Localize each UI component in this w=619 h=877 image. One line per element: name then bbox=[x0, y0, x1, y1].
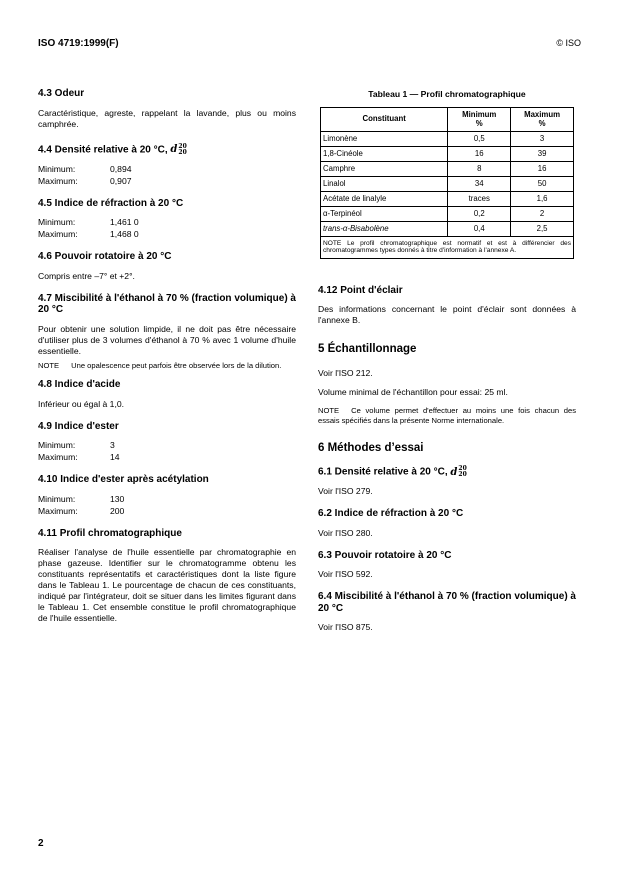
max-row: Maximum: 200 bbox=[38, 505, 125, 516]
min-row: Minimum: 0,894 bbox=[38, 163, 132, 174]
section-4-3-text: Caractéristique, agreste, rappelant la lavande, plus ou moins camphrée. bbox=[38, 107, 296, 129]
section-4-6-title: 4.6 Pouvoir rotatoire à 20 °C bbox=[38, 251, 172, 262]
table-row: Limonène 0,5 3 bbox=[321, 132, 574, 147]
section-6-title: 6 Méthodes d’essai bbox=[318, 441, 424, 454]
section-6-3-text: Voir l'ISO 592. bbox=[318, 569, 373, 580]
section-5-text-2: Volume minimal de l'échantillon pour essai: 25 ml. bbox=[318, 387, 508, 398]
table-note-row: NOTE Le profil chromatographique est normatif et est à différencier des chromatogrammes types donnés à titre d'information à l'annexe A. bbox=[321, 236, 574, 258]
section-4-7-text: Pour obtenir une solution limpide, il ne doit pas être nécessaire d'utiliser plus de 3 volumes d'éthanol à 70 % avec 1 volume d'huile essentielle. bbox=[38, 323, 296, 356]
col-header-minimum: Minimum % bbox=[448, 108, 511, 132]
section-6-4-text: Voir l'ISO 875. bbox=[318, 622, 373, 633]
table-row: trans-α-Bisabolène 0,4 2,5 bbox=[321, 221, 574, 236]
section-4-7-title: 4.7 Miscibilité à l'éthanol à 70 % (fraction volumique) à 20 °C bbox=[38, 292, 296, 315]
section-6-1-text: Voir l'ISO 279. bbox=[318, 486, 373, 497]
left-column bbox=[38, 88, 296, 632]
section-4-7-note: NOTE Une opalescence peut parfois être observée lors de la dilution. bbox=[38, 360, 282, 370]
section-4-12-title: 4.12 Point d'éclair bbox=[318, 284, 403, 296]
density-symbol: d 20 20 bbox=[450, 465, 467, 479]
max-row: Maximum: 0,907 bbox=[38, 175, 132, 186]
right-column bbox=[318, 88, 576, 641]
section-6-4-title: 6.4 Miscibilité à l'éthanol à 70 % (fraction volumique) à 20 °C bbox=[318, 591, 576, 614]
table-caption: Tableau 1 — Profil chromatographique bbox=[368, 89, 526, 99]
section-5-title: 5 Échantillonnage bbox=[318, 343, 417, 356]
table-row: Linalol 34 50 bbox=[321, 176, 574, 191]
section-5-text-1: Voir l'ISO 212. bbox=[318, 368, 373, 379]
max-row: Maximum: 1,468 0 bbox=[38, 229, 139, 239]
table-row: Acétate de linalyle traces 1,6 bbox=[321, 191, 574, 206]
standard-id: ISO 4719:1999(F) bbox=[38, 38, 119, 49]
density-symbol: d 20 20 bbox=[170, 142, 187, 156]
section-4-11-text: Réaliser l'analyse de l'huile essentielle par chromatographie en phase gazeuse. Identifier sur le chromatogramme obtenu les constituants représentatifs et caractéristiques dont la liste figure dans le Tableau 1. Le pourcentage de chacun de ces constituants, indiqué par l'intégrateur, doit se situer dans les limites figurant dans le Tableau 1. Cet ensemble constitue le profil chromatographique de l'huile essentielle. bbox=[38, 547, 296, 624]
table-header-row bbox=[321, 108, 574, 132]
col-header-constituent: Constituant bbox=[321, 108, 448, 132]
min-row: Minimum: 1,461 0 bbox=[38, 217, 139, 227]
section-6-2-text: Voir l'ISO 280. bbox=[318, 527, 373, 538]
section-4-11-title: 4.11 Profil chromatographique bbox=[38, 527, 182, 539]
section-4-9-title: 4.9 Indice d'ester bbox=[38, 420, 119, 432]
section-6-2-title: 6.2 Indice de réfraction à 20 °C bbox=[318, 508, 464, 520]
table-row: Camphre 8 16 bbox=[321, 161, 574, 176]
section-4-6-text: Compris entre –7° et +2°. bbox=[38, 270, 135, 281]
section-5-note: NOTE Ce volume permet d'effectuer au moins une fois chacun des essais spécifiés dans la présente Norme internationale. bbox=[318, 406, 576, 425]
section-6-3-title: 6.3 Pouvoir rotatoire à 20 °C bbox=[318, 549, 452, 561]
section-4-4-title: 4.4 Densité relative à 20 °C, d 20 20 bbox=[38, 142, 187, 156]
table-row: 1,8-Cinéole 16 39 bbox=[321, 146, 574, 161]
section-6-1-title: 6.1 Densité relative à 20 °C, d 20 20 bbox=[318, 465, 467, 479]
section-4-3-title: 4.3 Odeur bbox=[38, 88, 85, 99]
max-row: Maximum: 14 bbox=[38, 452, 120, 463]
section-4-8-title: 4.8 Indice d'acide bbox=[38, 379, 121, 391]
section-4-12-text: Des informations concernant le point d'éclair sont données à l'annexe B. bbox=[318, 304, 576, 326]
section-4-5-title: 4.5 Indice de réfraction à 20 °C bbox=[38, 197, 184, 209]
table-row: α-Terpinéol 0,2 2 bbox=[321, 206, 574, 221]
copyright: © ISO bbox=[556, 38, 581, 48]
section-4-8-text: Inférieur ou égal à 1,0. bbox=[38, 398, 124, 409]
chromatographic-profile-table bbox=[320, 107, 574, 259]
min-row: Minimum: 130 bbox=[38, 493, 125, 504]
col-header-maximum: Maximum % bbox=[511, 108, 574, 132]
min-row: Minimum: 3 bbox=[38, 440, 115, 451]
page-number: 2 bbox=[38, 838, 44, 849]
section-4-10-title: 4.10 Indice d'ester après acétylation bbox=[38, 474, 209, 486]
